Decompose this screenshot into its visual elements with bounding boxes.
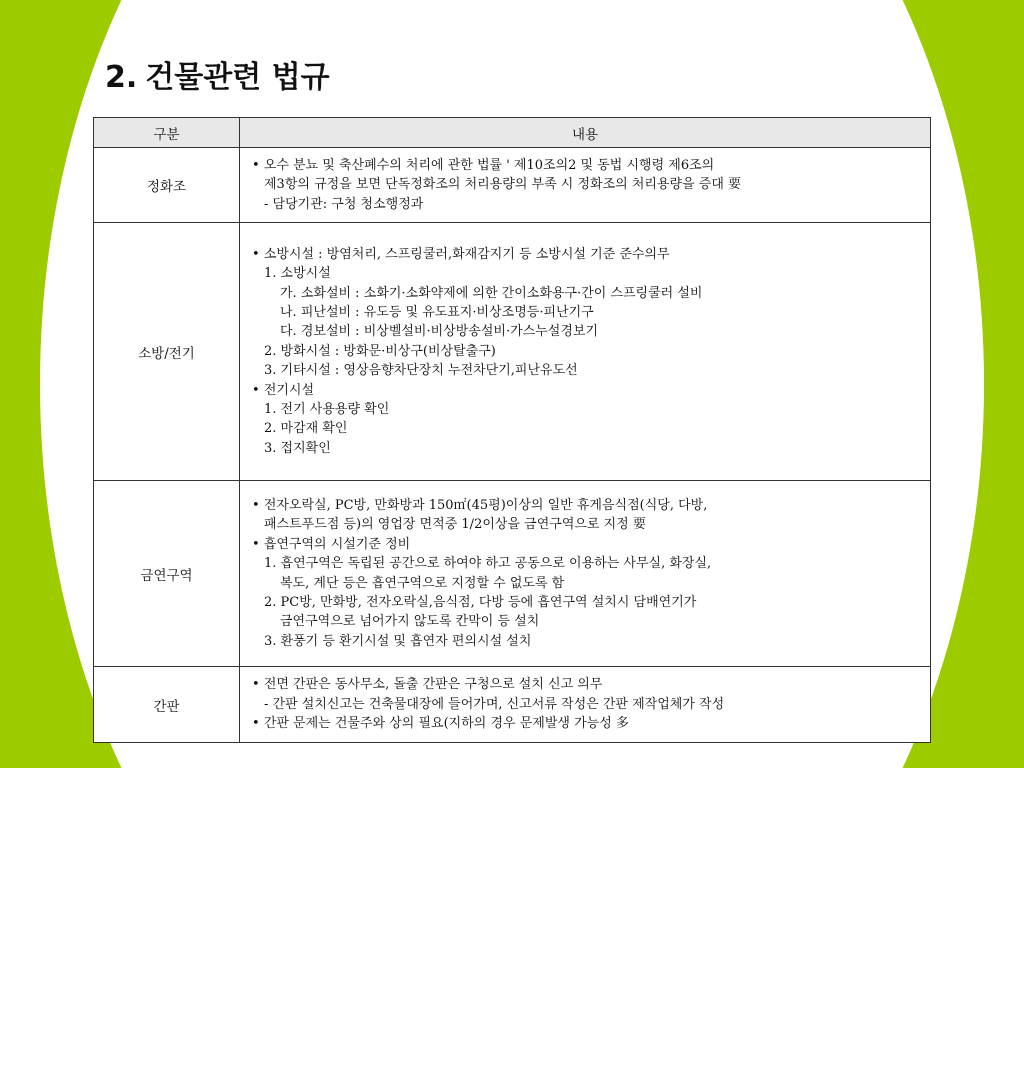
bullet-line: • 소방시설 : 방염처리, 스프링쿨러,화재감지기 등 소방시설 기준 준수의무 xyxy=(252,245,922,264)
content-line: 제3항의 규정을 보면 단독정화조의 처리용량의 부족 시 정화조의 처리용량을 증대 要 xyxy=(264,177,742,193)
bullet-line: • 흡연구역의 시설기준 정비 xyxy=(252,535,922,554)
content-line: 다. 경보설비 : 비상벨설비·비상방송설비·가스누설경보기 xyxy=(280,324,599,340)
table-header-row xyxy=(94,118,931,148)
bullet-line: • 간판 문제는 건물주와 상의 필요(지하의 경우 문제발생 가능성 多 xyxy=(252,714,922,733)
content-line: 2. 마감재 확인 xyxy=(264,421,348,437)
row-category: 금연구역 xyxy=(94,481,240,667)
slide-title-text: 건물관련 법규 xyxy=(145,60,330,95)
slide-title xyxy=(105,52,330,96)
regulations-table xyxy=(93,117,931,743)
table-row xyxy=(94,223,931,481)
content-line: 복도, 계단 등은 흡연구역으로 지정할 수 없도록 함 xyxy=(280,575,565,591)
content-line: 3. 환풍기 등 환기시설 및 흡연자 편의시설 설치 xyxy=(264,633,532,649)
row-category: 정화조 xyxy=(94,148,240,223)
header-content: 내용 xyxy=(240,118,931,148)
content-line: - 간판 설치신고는 건축물대장에 들어가며, 신고서류 작성은 간판 제작업체가 작성 xyxy=(264,696,725,712)
table-row xyxy=(94,481,931,667)
content-line: 패스트푸드점 등)의 영업장 면적중 1/2이상을 금연구역으로 지정 要 xyxy=(264,517,646,533)
row-content xyxy=(240,148,931,223)
content-line: 1. 전기 사용용량 확인 xyxy=(264,402,390,418)
table-row xyxy=(94,148,931,223)
content-line: 1. 흡연구역은 독립된 공간으로 하여야 하고 공동으로 이용하는 사무실, 화장실, xyxy=(264,556,712,572)
content-line: 2. 방화시설 : 방화문·비상구(비상탈출구) xyxy=(264,343,496,359)
row-category: 소방/전기 xyxy=(94,223,240,481)
bullet-line: • 전기시설 xyxy=(252,381,922,400)
content-line: - 담당기관: 구청 청소행정과 xyxy=(264,196,424,212)
content-line: 나. 피난설비 : 유도등 및 유도표지·비상조명등·피난기구 xyxy=(280,304,594,320)
table-row xyxy=(94,667,931,743)
content-line: 1. 소방시설 xyxy=(264,266,331,282)
row-category: 간판 xyxy=(94,667,240,743)
bullet-line: • 전면 간판은 동사무소, 돌출 간판은 구청으로 설치 신고 의무 xyxy=(252,675,922,694)
content-line: 2. PC방, 만화방, 전자오락실,음식점, 다방 등에 흡연구역 설치시 담배연기가 xyxy=(264,594,697,610)
content-line: 3. 접지확인 xyxy=(264,440,331,456)
content-line: 3. 기타시설 : 영상음향차단장치 누전차단기,피난유도선 xyxy=(264,363,578,379)
bullet-line: • 전자오락실, PC방, 만화방과 150㎡(45평)이상의 일반 휴게음식점(식당, 다방, xyxy=(252,496,922,515)
header-category: 구분 xyxy=(94,118,240,148)
slide-title-number: 2. xyxy=(105,60,138,95)
content-line: 가. 소화설비 : 소화기·소화약제에 의한 간이소화용구·간이 스프링쿨러 설비 xyxy=(280,285,703,301)
row-content xyxy=(240,223,931,481)
bullet-line: • 오수 분뇨 및 축산폐수의 처리에 관한 법률 ' 제10조의2 및 동법 시행령 제6조의 xyxy=(252,156,922,175)
row-content xyxy=(240,667,931,743)
content-line: 금연구역으로 넘어가지 않도록 칸막이 등 설치 xyxy=(280,614,540,630)
row-content xyxy=(240,481,931,667)
